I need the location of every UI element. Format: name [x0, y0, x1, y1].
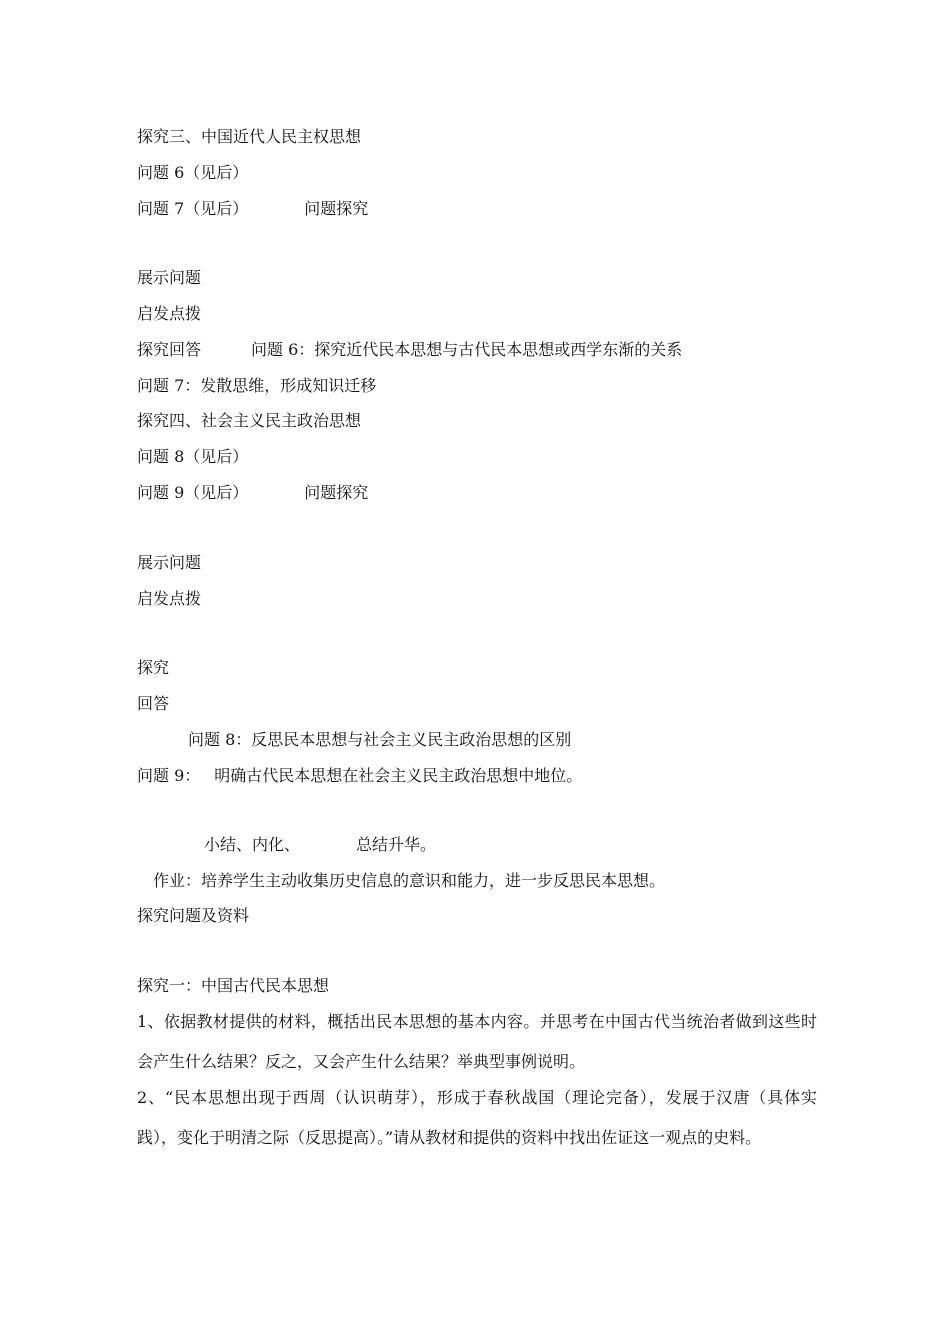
question-7-line: [137, 199, 368, 219]
answer-question-9: 明确古代民本思想在社会主义民主政治思想中地位。: [214, 766, 583, 785]
item-1: 1、依据教材提供的材料，概括出民本思想的基本内容。并思考在中国古代当统治者做到这些时会产生什么结果？反之，又会产生什么结果？举典型事例说明。: [137, 1012, 817, 1071]
explore-label: 探究: [137, 658, 170, 677]
reply-label: 回答: [137, 694, 170, 713]
summary-left: 小结、内化、: [204, 835, 301, 854]
question-explore-label: 问题探究: [304, 483, 369, 502]
section1-title: 探究一：中国古代民本思想: [137, 976, 330, 995]
question-9: 问题 9（见后）: [137, 483, 249, 502]
answer-question-8: 问题 8：反思民本思想与社会主义民主政治思想的区别: [188, 730, 572, 749]
section3-title: 探究三、中国近代人民主权思想: [137, 127, 362, 146]
section4-title: 探究四、社会主义民主政治思想: [137, 411, 362, 430]
question-7: 问题 7（见后）: [137, 199, 249, 218]
item-2: 2、“民本思想出现于西周（认识萌芽），形成于春秋战国（理论完备），发展于汉唐（具体实践），变化于明清之际（反思提高）。”请从教材和提供的资料中找出佐证这一观点的史料。: [137, 1088, 817, 1147]
summary-right: 总结升华。: [356, 835, 437, 854]
question-8: 问题 8（见后）: [137, 447, 249, 466]
answer-question-9-label: 问题 9：: [137, 766, 201, 785]
hint-guide: 启发点拨: [137, 304, 202, 323]
homework: 作业：培养学生主动收集历史信息的意识和能力，进一步反思民本思想。: [153, 871, 666, 890]
answer-question-9-line: [137, 766, 582, 786]
hint-guide: 启发点拨: [137, 589, 202, 608]
question-9-line: [137, 483, 368, 503]
explore-answer-label: 探究回答: [137, 340, 202, 359]
show-question: 展示问题: [137, 553, 202, 572]
question-explore-label: 问题探究: [304, 199, 369, 218]
explore-answer-line: [137, 340, 682, 360]
materials-title: 探究问题及资料: [137, 906, 250, 925]
show-question: 展示问题: [137, 268, 202, 287]
summary-line: [204, 835, 436, 855]
answer-question-6: 问题 6：探究近代民本思想与古代民本思想或西学东渐的关系: [251, 340, 683, 359]
answer-question-7: 问题 7：发散思维，形成知识迁移: [137, 376, 377, 395]
question-6: 问题 6（见后）: [137, 163, 249, 182]
